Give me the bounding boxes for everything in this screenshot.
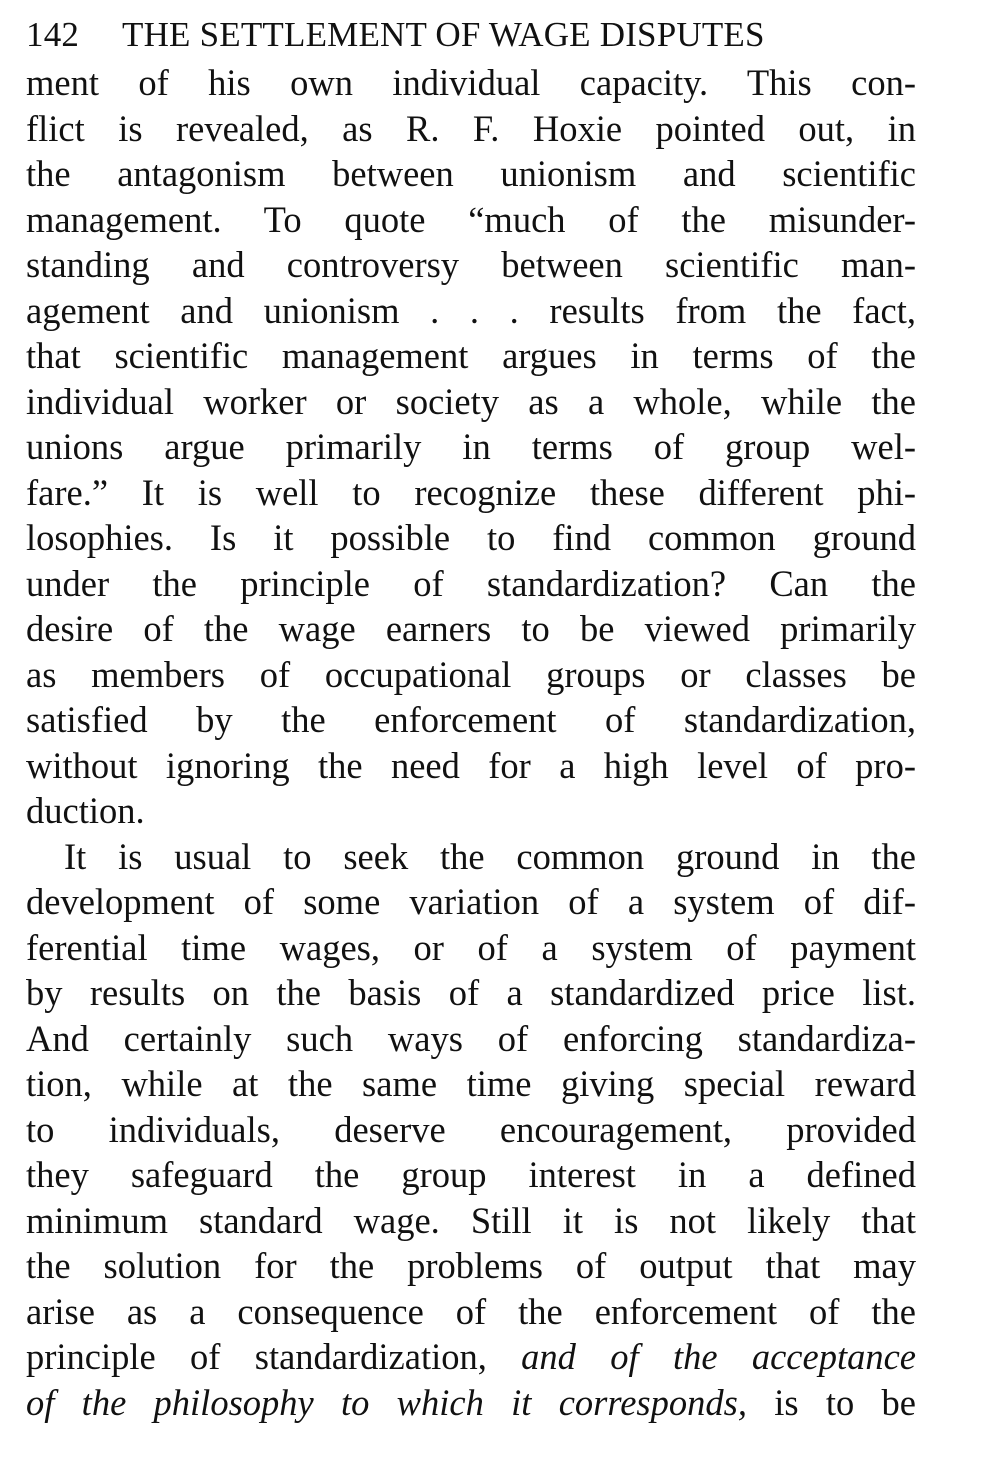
text-line: arise as a consequence of the enforcement of the	[26, 1290, 916, 1332]
text-line: And certainly such ways of enforcing standardiza-	[26, 1017, 916, 1059]
text-line: satisfied by the enforcement of standardization,	[26, 699, 916, 740]
body-text	[26, 60, 916, 1425]
text-line-with-italic	[26, 1380, 916, 1426]
page-number: 142	[26, 15, 80, 54]
text-line: the antagonism between unionism and scientific	[26, 153, 916, 194]
text-line: the solution for the problems of output that may	[26, 1245, 916, 1286]
italic-emphasis: of the philosophy to which it corresponds,	[26, 1381, 747, 1423]
text-line: fare.” It is well to recognize these different phi-	[26, 471, 916, 513]
text-line: unions argue primarily in terms of group wel-	[26, 426, 916, 467]
text-line: development of some variation of a system of dif-	[26, 881, 916, 922]
text-line: that scientific management argues in terms of the	[26, 335, 916, 376]
paragraph-2	[26, 834, 916, 1426]
roman-text: is to be	[746, 1381, 916, 1423]
paragraph-1	[26, 60, 916, 834]
text-line: management. To quote “much of the misunder-	[26, 198, 916, 240]
text-line: ment of his own individual capacity. This con-	[26, 62, 916, 103]
italic-emphasis: and of the acceptance	[521, 1336, 916, 1377]
text-line: individual worker or society as a whole, while the	[26, 380, 916, 422]
text-line: desire of the wage earners to be viewed primarily	[26, 608, 916, 649]
text-line: as members of occupational groups or classes be	[26, 653, 916, 695]
text-line: minimum standard wage. Still it is not likely that	[26, 1199, 916, 1241]
text-line: they safeguard the group interest in a defined	[26, 1154, 916, 1195]
text-line: standing and controversy between scientific man-	[26, 244, 916, 285]
text-line-last: duction.	[26, 790, 145, 831]
text-line-first: It is usual to seek the common ground in the	[64, 835, 916, 877]
text-line-with-italic	[26, 1334, 916, 1380]
text-line: by results on the basis of a standardized price list.	[26, 972, 916, 1013]
text-line: agement and unionism . . . results from the fact,	[26, 289, 916, 331]
text-line: tion, while at the same time giving special reward	[26, 1063, 916, 1104]
text-line: ferential time wages, or of a system of payment	[26, 926, 916, 968]
text-line: flict is revealed, as R. F. Hoxie pointed out, in	[26, 107, 916, 149]
book-page	[26, 12, 916, 1425]
text-line: to individuals, deserve encouragement, provided	[26, 1108, 916, 1150]
chapter-running-title: THE SETTLEMENT OF WAGE DISPUTES	[122, 15, 765, 54]
text-line: under the principle of standardization? Can the	[26, 562, 916, 604]
text-line: without ignoring the need for a high level of pro-	[26, 744, 916, 786]
roman-text: principle of standardization,	[26, 1336, 522, 1377]
running-head	[26, 12, 916, 60]
text-line: losophies. Is it possible to find common ground	[26, 517, 916, 558]
